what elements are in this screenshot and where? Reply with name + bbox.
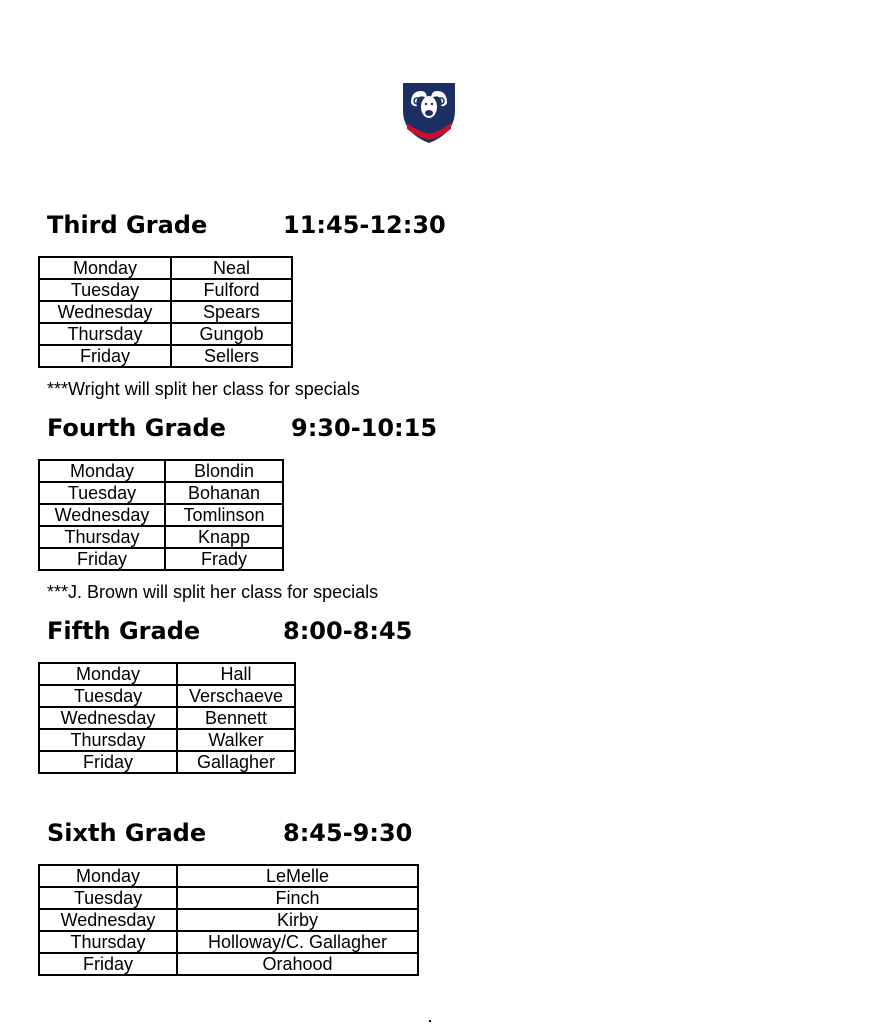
- teacher-cell: Bohanan: [165, 482, 283, 504]
- table-row: [39, 482, 283, 504]
- teacher-cell: LeMelle: [177, 865, 418, 887]
- third-grade-title: Third Grade: [47, 211, 208, 239]
- day-cell: Monday: [39, 257, 171, 279]
- table-row: [39, 707, 295, 729]
- fifth-grade-table: [38, 662, 296, 774]
- fourth-grade-title: Fourth Grade: [47, 414, 226, 442]
- table-row: [39, 729, 295, 751]
- sixth-grade-heading: [47, 817, 413, 849]
- teacher-cell: Verschaeve: [177, 685, 295, 707]
- teacher-cell: Kirby: [177, 909, 418, 931]
- day-cell: Wednesday: [39, 909, 177, 931]
- teacher-cell: Spears: [171, 301, 292, 323]
- day-cell: Friday: [39, 751, 177, 773]
- table-row: [39, 887, 418, 909]
- table-row: [39, 526, 283, 548]
- sixth-grade-title: Sixth Grade: [47, 819, 207, 847]
- fifth-grade-heading: [47, 615, 413, 647]
- day-cell: Tuesday: [39, 279, 171, 301]
- fourth-grade-heading: [47, 412, 438, 444]
- third-grade-note: ***Wright will split her class for specials: [47, 379, 360, 399]
- teacher-cell: Holloway/C. Gallagher: [177, 931, 418, 953]
- teacher-cell: Knapp: [165, 526, 283, 548]
- teacher-cell: Finch: [177, 887, 418, 909]
- fifth-grade-time: 8:00-8:45: [283, 617, 413, 645]
- day-cell: Thursday: [39, 323, 171, 345]
- day-cell: Friday: [39, 953, 177, 975]
- table-row: [39, 663, 295, 685]
- day-cell: Wednesday: [39, 504, 165, 526]
- table-row: [39, 953, 418, 975]
- ram-head-shield-logo-icon: [401, 79, 457, 145]
- fourth-grade-time: 9:30-10:15: [291, 414, 438, 442]
- teacher-cell: Blondin: [165, 460, 283, 482]
- day-cell: Thursday: [39, 931, 177, 953]
- third-grade-time: 11:45-12:30: [283, 211, 446, 239]
- table-row: [39, 504, 283, 526]
- day-cell: Monday: [39, 663, 177, 685]
- teacher-cell: Walker: [177, 729, 295, 751]
- table-row: [39, 301, 292, 323]
- third-grade-heading: [47, 209, 446, 241]
- school-logo: [401, 79, 457, 145]
- day-cell: Monday: [39, 865, 177, 887]
- fifth-grade-title: Fifth Grade: [47, 617, 201, 645]
- day-cell: Tuesday: [39, 685, 177, 707]
- day-cell: Wednesday: [39, 707, 177, 729]
- day-cell: Tuesday: [39, 482, 165, 504]
- fourth-grade-note: ***J. Brown will split her class for specials: [47, 582, 379, 602]
- teacher-cell: Neal: [171, 257, 292, 279]
- table-row: [39, 279, 292, 301]
- table-row: [39, 865, 418, 887]
- teacher-cell: Gungob: [171, 323, 292, 345]
- teacher-cell: Tomlinson: [165, 504, 283, 526]
- table-row: [39, 751, 295, 773]
- table-row: [39, 460, 283, 482]
- table-row: [39, 685, 295, 707]
- table-row: [39, 548, 283, 570]
- third-grade-table: [38, 256, 293, 368]
- teacher-cell: Fulford: [171, 279, 292, 301]
- table-row: [39, 257, 292, 279]
- day-cell: Monday: [39, 460, 165, 482]
- teacher-cell: Hall: [177, 663, 295, 685]
- table-row: [39, 909, 418, 931]
- teacher-cell: Orahood: [177, 953, 418, 975]
- page-mark: [429, 1020, 431, 1022]
- table-row: [39, 323, 292, 345]
- teacher-cell: Frady: [165, 548, 283, 570]
- day-cell: Friday: [39, 345, 171, 367]
- day-cell: Tuesday: [39, 887, 177, 909]
- day-cell: Friday: [39, 548, 165, 570]
- table-row: [39, 931, 418, 953]
- fourth-grade-table: [38, 459, 284, 571]
- day-cell: Thursday: [39, 729, 177, 751]
- day-cell: Wednesday: [39, 301, 171, 323]
- sixth-grade-table: [38, 864, 419, 976]
- teacher-cell: Bennett: [177, 707, 295, 729]
- teacher-cell: Gallagher: [177, 751, 295, 773]
- day-cell: Thursday: [39, 526, 165, 548]
- teacher-cell: Sellers: [171, 345, 292, 367]
- table-row: [39, 345, 292, 367]
- sixth-grade-time: 8:45-9:30: [283, 819, 413, 847]
